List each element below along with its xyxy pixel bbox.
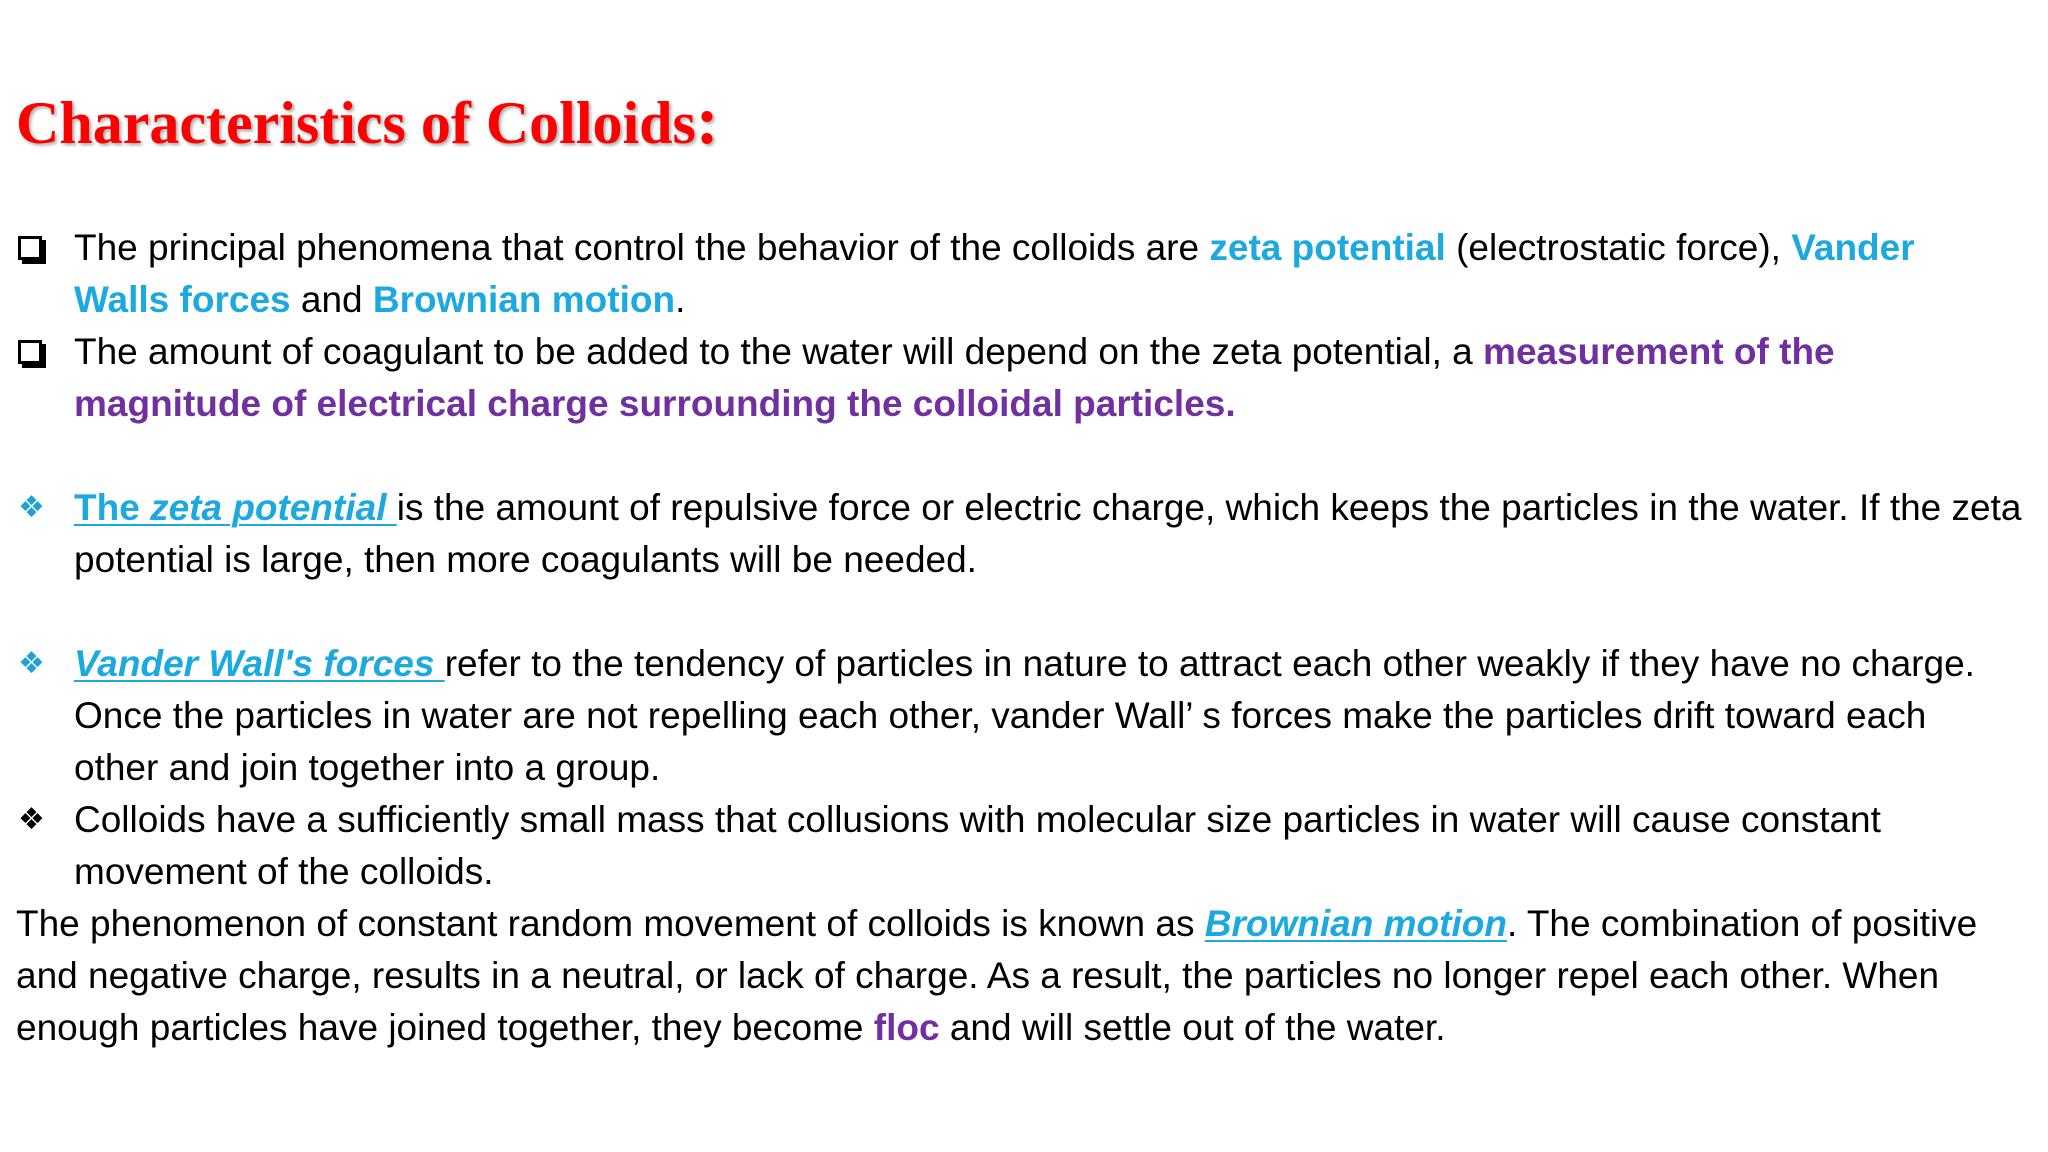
checkbox-square-icon [18, 326, 58, 378]
bullet-colloid-mass [74, 794, 2024, 898]
diamond-cluster-icon: ❖ [18, 646, 45, 681]
paragraph-text: The phenomenon of constant random movement of colloids is known as [16, 903, 1205, 944]
closing-paragraph [16, 898, 2026, 1054]
bullet-principal-phenomena [74, 222, 2014, 326]
term-zeta-potential: zeta potential [1209, 227, 1446, 268]
bullet-text: Colloids have a sufficiently small mass that collusions with molecular size particles in water will cause constant movement of the colloids. [74, 799, 1881, 892]
term-brownian-motion: Brownian motion [372, 279, 676, 320]
bullet-text: refer to the tendency of particles in nature to attract each other weakly if they have no charge. Once the particles in water are not repelling each other, vander Wall’ s forces make the particles drift toward each other and join together into a group. [74, 643, 1975, 788]
bullet-zeta-potential [74, 482, 2024, 586]
slide-title-text: Characteristics of Colloids [16, 90, 696, 156]
bullet-text: (electrostatic force), [1445, 227, 1792, 268]
checkbox-square-icon [18, 222, 58, 274]
bullet-coagulant-amount [74, 326, 1994, 430]
link-zeta-potential[interactable] [74, 487, 397, 528]
diamond-cluster-icon: ❖ [18, 490, 45, 525]
slide-title [16, 80, 719, 163]
term-charge-measurement: measurement of the magnitude of electrical charge surrounding the colloidal particles. [74, 331, 1835, 424]
diamond-cluster-icon: ❖ [18, 802, 45, 837]
link-text[interactable]: The [74, 487, 151, 528]
bullet-text: The amount of coagulant to be added to the water will depend on the zeta potential, a [74, 331, 1484, 372]
slide-title-colon: : [695, 82, 719, 158]
bullet-text: and [290, 279, 373, 320]
link-text[interactable]: zeta potential [150, 487, 387, 528]
bullet-text: The principal phenomena that control the behavior of the colloids are [74, 227, 1210, 268]
paragraph-text: . The combination of positive and negative charge, results in a neutral, or lack of charge. As a result, the particles no longer repel each other. When enough particles have joined together, they become [16, 903, 1978, 1048]
term-vander-walls-forces: Vander Walls forces [74, 227, 1915, 320]
bullet-text: is the amount of repulsive force or electric charge, which keeps the particles in the water. If the zeta potential is large, then more coagulants will be needed. [74, 487, 2022, 580]
term-floc: floc [873, 1007, 940, 1048]
link-vander-walls-forces[interactable]: Vander Wall's forces [74, 643, 445, 684]
bullet-text: . [675, 279, 686, 320]
link-brownian-motion[interactable]: Brownian motion [1204, 903, 1507, 944]
bullet-vander-walls [74, 638, 1994, 794]
link-text[interactable] [386, 487, 396, 528]
paragraph-text: and will settle out of the water. [939, 1007, 1446, 1048]
